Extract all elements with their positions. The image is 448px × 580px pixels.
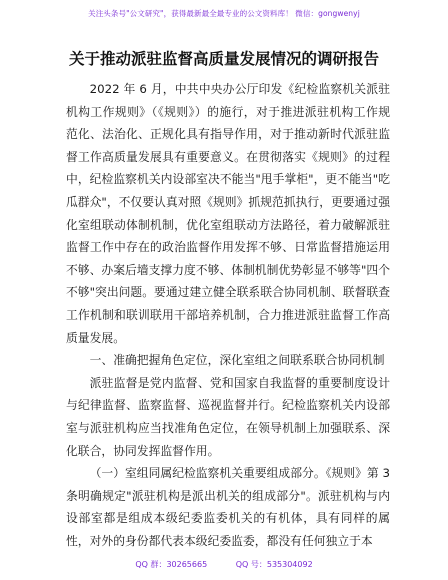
document-title: 关于推动派驻监督高质量发展情况的调研报告 (68, 50, 379, 68)
paragraph-intro: 2022 年 6 月，中共中央办公厅印发《纪检监察机关派驻机构工作规则》（《规则》）的施行，对于推进派驻机构工作规范化、法治化、正规化具有指导作用，对于推动新时代派驻监督工作高质量发展具有重要意义。在贯彻落实《规则》的过程中，纪检监察机关内设部室决不能当"甩手掌柜"，更不能当"吃瓜群众"，不仅要认真对照《规则》抓规范抓执行，更要通过强化室组联动体制机制，优化室组联动方法路径，着力破解派驻监督工作中存在的政治监督作用发挥不够、日常监督措施运用不够、办案后墙支撑力度不够、体制机制优势彰显不够等"四个不够"突出问题。要通过建立健全联系联合协同机制、联督联查工作机制和联训联用干部培养机制，合力推进派驻监督工作高质量发展。 (66, 82, 390, 345)
footer-qq: QQ 号：535304092 (235, 560, 313, 569)
paragraph-role: 派驻监督是党内监督、党和国家自我监督的重要制度设计与纪律监督、监察监督、巡视监督并行。纪检监察机关内设部室与派驻机构应当找准角色定位，在领导机制上加强联系、深化联合，协同发挥监督作用。 (66, 375, 390, 458)
paragraph-subsection-1: （一）室组同属纪检监察机关重要组成部分。《规则》第 3 条明确规定"派驻机构是派出机关的组成部分"。派驻机构与内设部室都是组成本级纪委监委机关的有机体，具有同样的属性，对外的身份都代表本级纪委监委，都没有任何独立于本 (66, 466, 390, 548)
header-banner: 关注头条号"公文研究"，获得最新最全最专业的公文资料库！ 微信：gongwenyj (88, 9, 360, 18)
section-heading-1: 一、准确把握角色定位，深化室组之间联系联合协同机制 (89, 353, 385, 368)
footer-qq-group: QQ 群：30265665 (135, 560, 208, 569)
footer-contact (0, 559, 448, 570)
document-body (66, 78, 390, 552)
